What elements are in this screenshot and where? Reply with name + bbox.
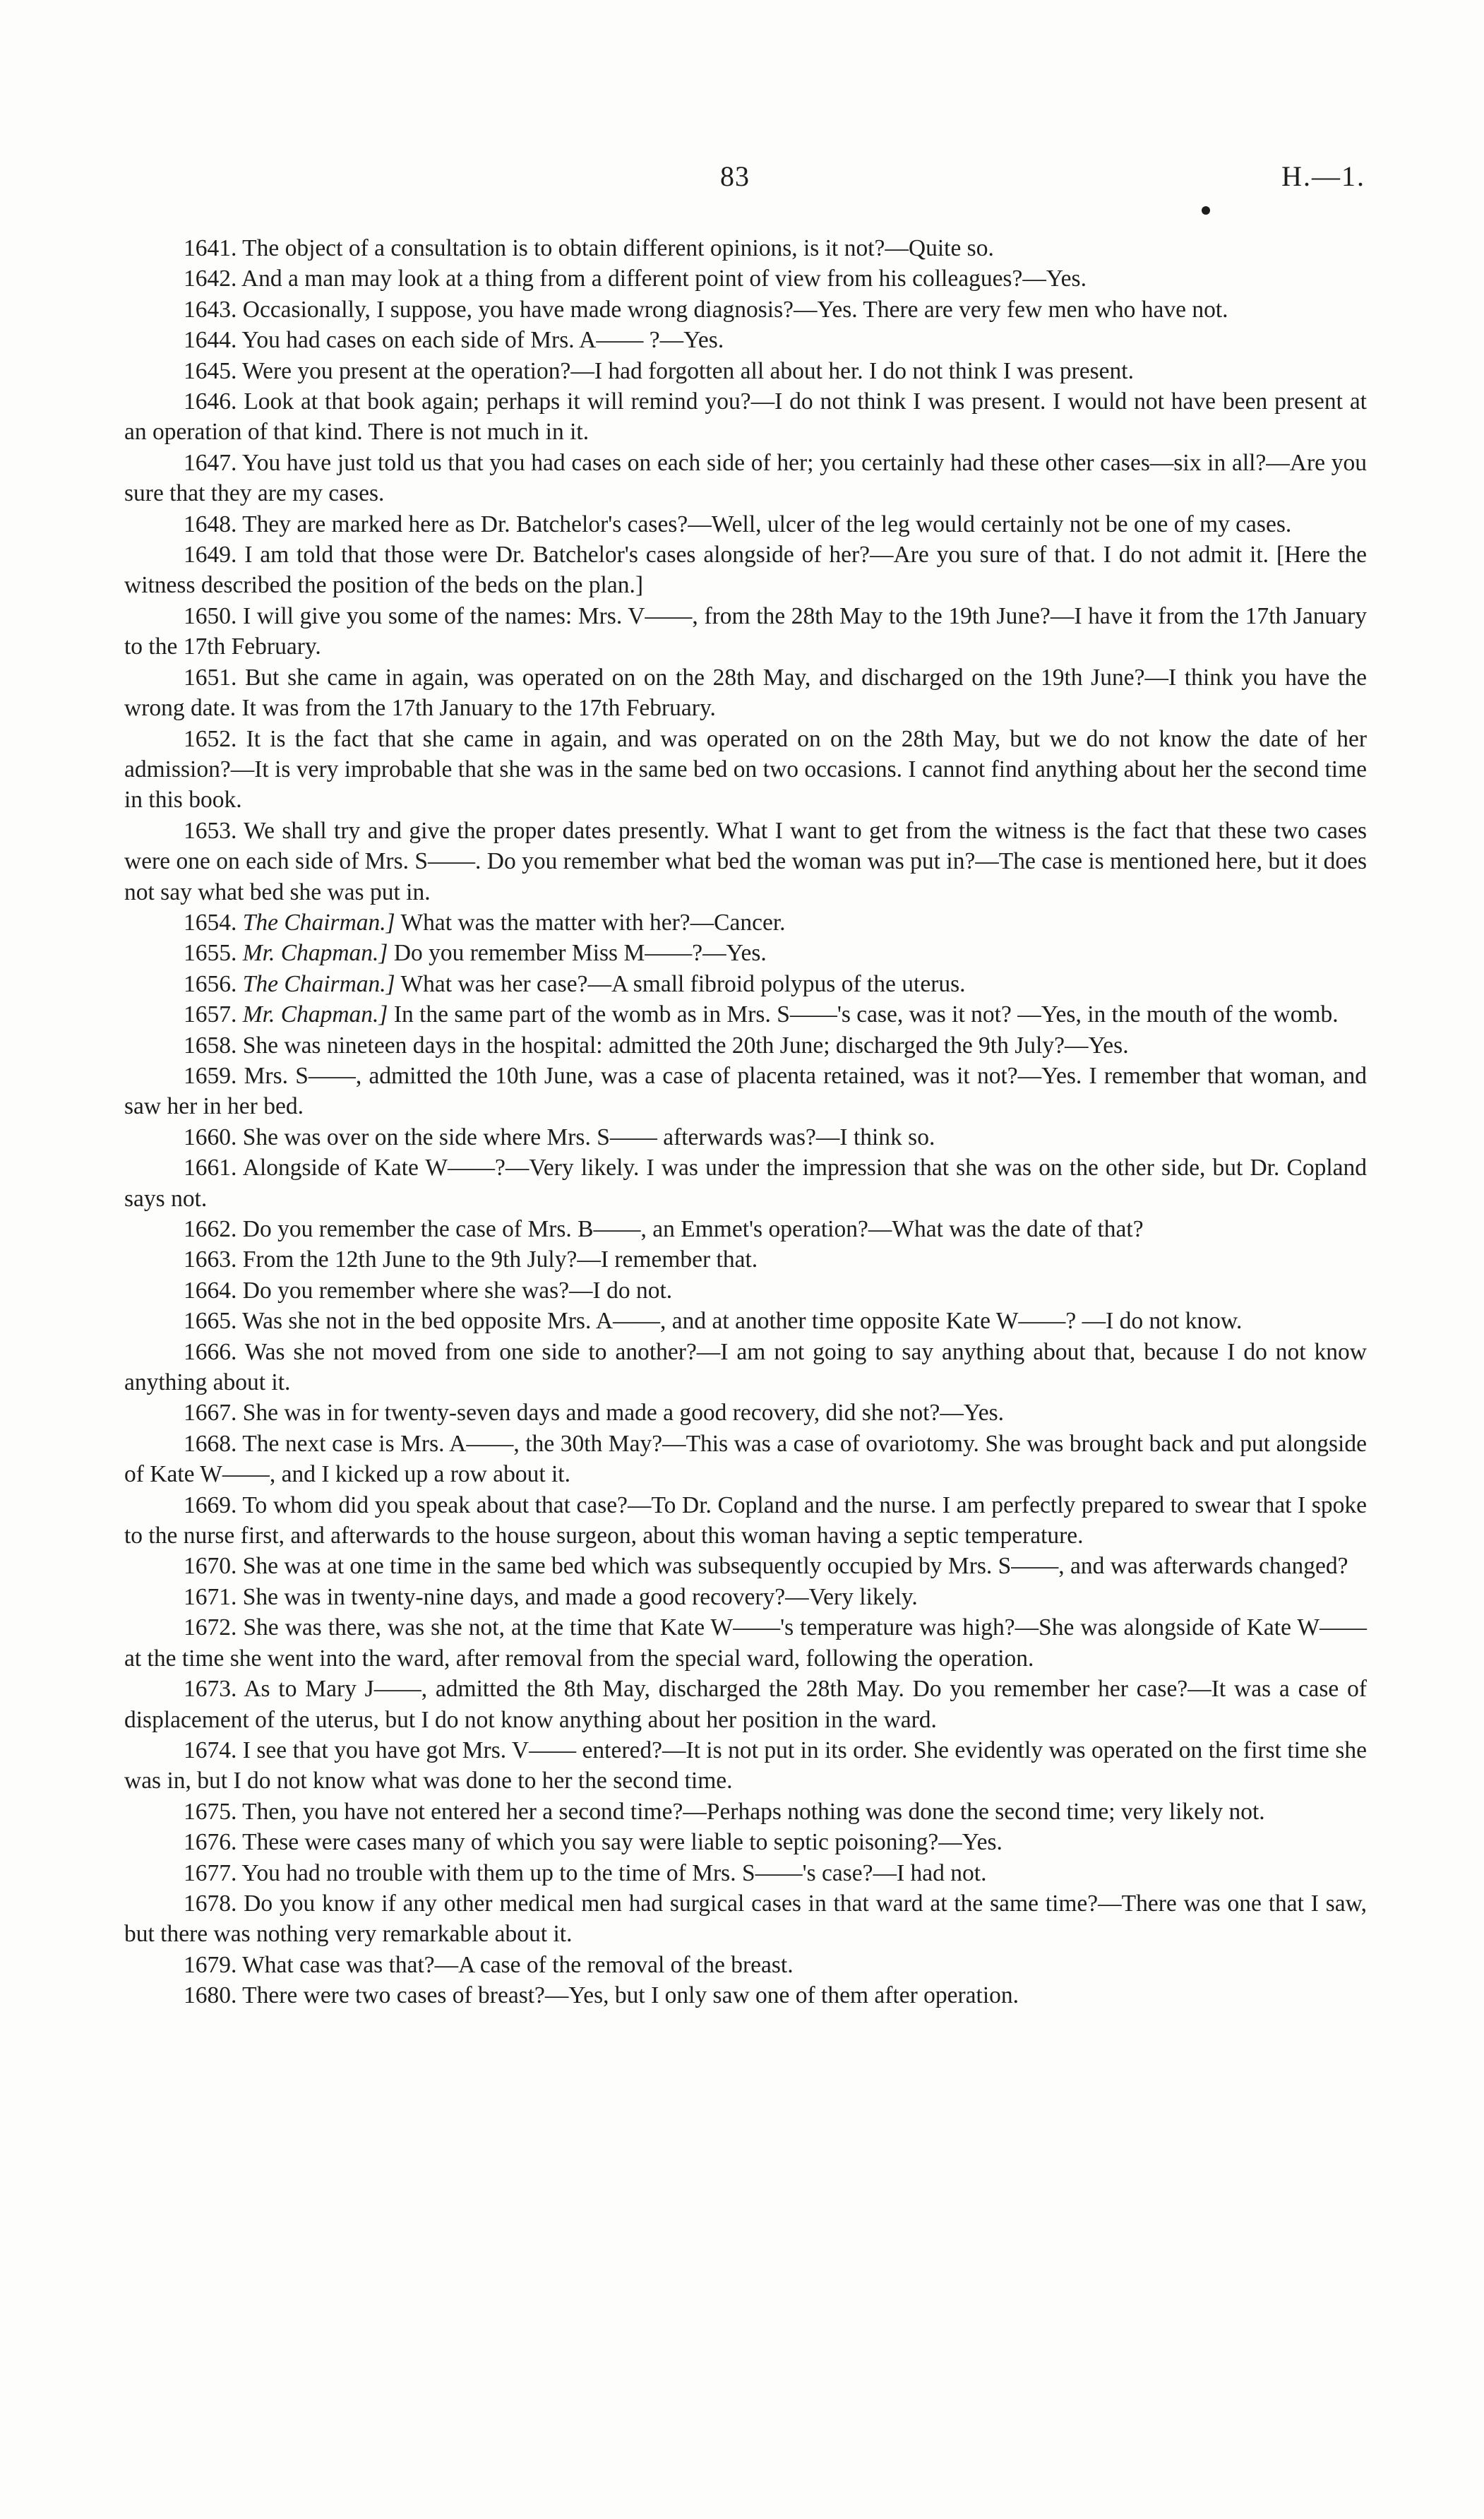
question-number: 1654. — [184, 909, 237, 936]
testimony-paragraph — [124, 233, 1367, 263]
page-header — [0, 160, 1484, 202]
testimony-paragraph — [124, 1888, 1367, 1950]
question-number: 1662. — [184, 1216, 237, 1242]
paragraph-text: Occasionally, I suppose, you have made wrong diagnosis?—Yes. There are very few men who have not. — [242, 296, 1228, 323]
testimony-paragraph — [124, 1858, 1367, 1888]
testimony-paragraph — [124, 1797, 1367, 1827]
testimony-paragraph — [124, 969, 1367, 999]
testimony-paragraph — [124, 724, 1367, 816]
paragraph-text: The next case is Mrs. A——, the 30th May?—This was a case of ovariotomy. She was brought back and put alongside of Kate W——, and I kicked up a row about it. — [124, 1430, 1367, 1488]
question-number: 1650. — [184, 602, 237, 629]
speaker-label: Mr. Chapman.] — [242, 940, 388, 967]
paragraph-text: Were you present at the operation?—I had forgotten all about her. I do not think I was present. — [242, 357, 1134, 384]
paragraph-text: We shall try and give the proper dates presently. What I want to get from the witness is the fact that these two cases were one on each side of Mrs. S——. Do you remember what bed the woman was put in?—The case is mentioned here, but it does not say what bed she was put in. — [124, 817, 1367, 905]
testimony-body — [124, 233, 1367, 2011]
testimony-paragraph — [124, 938, 1367, 968]
paragraph-text: She was at one time in the same bed which was subsequently occupied by Mrs. S——, and was afterwards changed? — [242, 1553, 1348, 1580]
paragraph-text: It is the fact that she came in again, and was operated on on the 28th May, but we do not know the date of her admission?—It is very improbable that she was in the same bed on two occasions. I cannot find anything about her the second time in this book. — [124, 725, 1367, 814]
paragraph-text: Do you remember where she was?—I do not. — [242, 1277, 673, 1304]
question-number: 1661. — [184, 1155, 237, 1181]
paragraph-text: I am told that those were Dr. Batchelor's cases alongside of her?—Are you sure of that. I do not admit it. [Here the witness described the position of the beds on the plan.] — [124, 542, 1367, 599]
question-number: 1668. — [184, 1430, 237, 1457]
paragraph-text: I see that you have got Mrs. V—— entered?—It is not put in its order. She evidently was operated on the first time she was in, but I do not know what was done to her the second time. — [124, 1737, 1368, 1794]
testimony-paragraph — [124, 540, 1367, 601]
paragraph-text: Do you remember the case of Mrs. B——, an Emmet's operation?—What was the date of that? — [242, 1216, 1144, 1242]
testimony-paragraph — [124, 1674, 1367, 1735]
testimony-paragraph — [124, 294, 1367, 325]
question-number: 1670. — [184, 1553, 237, 1580]
testimony-paragraph — [124, 1275, 1367, 1306]
paragraph-text: Alongside of Kate W——?—Very likely. I was under the impression that she was on the other side, but Dr. Copland says not. — [124, 1155, 1368, 1212]
question-number: 1665. — [184, 1308, 237, 1335]
testimony-paragraph — [124, 999, 1367, 1030]
question-number: 1666. — [184, 1338, 237, 1365]
question-number: 1652. — [184, 725, 237, 752]
testimony-paragraph — [124, 1244, 1367, 1275]
paragraph-text: In the same part of the womb as in Mrs. S——'s case, was it not? —Yes, in the mouth of the womb. — [393, 1001, 1339, 1028]
paragraph-text: Was she not moved from one side to another?—I am not going to say anything about that, because I do not know anything about it. — [124, 1338, 1367, 1396]
paragraph-text: What was her case?—A small fibroid polypus of the uterus. — [400, 970, 966, 997]
testimony-paragraph — [124, 1061, 1367, 1122]
testimony-paragraph — [124, 263, 1367, 294]
paragraph-text: And a man may look at a thing from a different point of view from his colleagues?—Yes. — [241, 266, 1087, 292]
page-number: 83 — [720, 160, 750, 192]
question-number: 1663. — [184, 1246, 237, 1273]
paragraph-text: What case was that?—A case of the removal of the breast. — [242, 1951, 794, 1978]
paragraph-text: You have just told us that you had cases on each side of her; you certainly had these other cases—six in all?—Are you sure that they are my cases. — [124, 449, 1367, 507]
question-number: 1676. — [184, 1829, 237, 1856]
testimony-paragraph — [124, 601, 1367, 662]
paragraph-text: They are marked here as Dr. Batchelor's cases?—Well, ulcer of the leg would certainly not be one of my cases. — [242, 511, 1292, 537]
question-number: 1672. — [184, 1614, 237, 1641]
testimony-paragraph — [124, 1398, 1367, 1428]
question-number: 1669. — [184, 1491, 237, 1518]
paragraph-text: Do you remember Miss M——?—Yes. — [393, 940, 767, 967]
question-number: 1649. — [184, 542, 237, 568]
ink-dot-mark — [1202, 206, 1210, 215]
testimony-paragraph — [124, 1950, 1367, 1980]
testimony-paragraph — [124, 1153, 1367, 1214]
question-number: 1671. — [184, 1583, 237, 1610]
paragraph-text: From the 12th June to the 9th July?—I remember that. — [242, 1246, 758, 1273]
paragraph-text: You had no trouble with them up to the time of Mrs. S——'s case?—I had not. — [241, 1859, 987, 1886]
question-number: 1644. — [184, 327, 237, 354]
question-number: 1677. — [184, 1859, 237, 1886]
question-number: 1641. — [184, 235, 237, 261]
question-number: 1653. — [184, 817, 237, 844]
speaker-label: The Chairman.] — [242, 909, 395, 936]
testimony-paragraph — [124, 1612, 1367, 1674]
paragraph-text: You had cases on each side of Mrs. A—— ?—Yes. — [241, 327, 724, 354]
testimony-paragraph — [124, 1551, 1367, 1581]
paragraph-text: She was in for twenty-seven days and made a good recovery, did she not?—Yes. — [242, 1400, 1005, 1427]
testimony-paragraph — [124, 1490, 1367, 1552]
paragraph-text: Mrs. S——, admitted the 10th June, was a case of placenta retained, was it not?—Yes. I remember that woman, and saw her in her bed. — [124, 1062, 1368, 1120]
testimony-paragraph — [124, 1582, 1367, 1612]
testimony-paragraph — [124, 662, 1367, 724]
question-number: 1643. — [184, 296, 237, 323]
question-number: 1679. — [184, 1951, 237, 1978]
paragraph-text: Then, you have not entered her a second time?—Perhaps nothing was done the second time; very likely not. — [242, 1798, 1265, 1825]
question-number: 1657. — [184, 1001, 237, 1028]
paragraph-text: Was she not in the bed opposite Mrs. A——, and at another time opposite Kate W——? —I do not know. — [242, 1308, 1243, 1335]
paragraph-text: Look at that book again; perhaps it will remind you?—I do not think I was present. I would not have been present at an operation of that kind. There is not much in it. — [124, 388, 1367, 446]
testimony-paragraph — [124, 509, 1367, 540]
question-number: 1664. — [184, 1277, 237, 1304]
paragraph-text: What was the matter with her?—Cancer. — [400, 909, 786, 936]
testimony-paragraph — [124, 1429, 1367, 1490]
question-number: 1675. — [184, 1798, 237, 1825]
testimony-paragraph — [124, 1735, 1367, 1797]
testimony-paragraph — [124, 386, 1367, 448]
question-number: 1656. — [184, 970, 237, 997]
testimony-paragraph — [124, 356, 1367, 386]
paragraph-text: The object of a consultation is to obtain different opinions, is it not?—Quite so. — [242, 235, 994, 261]
testimony-paragraph — [124, 1030, 1367, 1061]
question-number: 1645. — [184, 357, 237, 384]
paragraph-text: She was there, was she not, at the time that Kate W——'s temperature was high?—She was alongside of Kate W—— at the time she went into the ward, after removal from the special ward, following the operation. — [124, 1614, 1367, 1672]
question-number: 1655. — [184, 940, 237, 967]
testimony-paragraph — [124, 1980, 1367, 2011]
question-number: 1651. — [184, 664, 237, 691]
speaker-label: The Chairman.] — [242, 970, 395, 997]
testimony-paragraph — [124, 1122, 1367, 1153]
question-number: 1648. — [184, 511, 237, 537]
question-number: 1658. — [184, 1032, 237, 1059]
paragraph-text: Do you know if any other medical men had surgical cases in that ward at the same time?—There was one that I saw, but there was nothing very remarkable about it. — [124, 1890, 1368, 1948]
testimony-paragraph — [124, 907, 1367, 938]
testimony-paragraph — [124, 1827, 1367, 1857]
paragraph-text: To whom did you speak about that case?—To Dr. Copland and the nurse. I am perfectly prepared to swear that I spoke to the nurse first, and afterwards to the house surgeon, about this woman having a septic temperature. — [124, 1491, 1367, 1549]
question-number: 1646. — [184, 388, 237, 415]
paragraph-text: She was in twenty-nine days, and made a good recovery?—Very likely. — [242, 1583, 918, 1610]
paragraph-text: But she came in again, was operated on on the 28th May, and discharged on the 19th June?—I think you have the wrong date. It was from the 17th January to the 17th February. — [124, 664, 1367, 722]
question-number: 1674. — [184, 1737, 237, 1763]
question-number: 1647. — [184, 449, 237, 476]
paragraph-text: She was nineteen days in the hospital: admitted the 20th June; discharged the 9th July?—Yes. — [242, 1032, 1129, 1059]
question-number: 1678. — [184, 1890, 237, 1917]
testimony-paragraph — [124, 1337, 1367, 1398]
testimony-paragraph — [124, 816, 1367, 907]
question-number: 1680. — [184, 1982, 237, 2009]
question-number: 1667. — [184, 1400, 237, 1427]
paragraph-text: I will give you some of the names: Mrs. V——, from the 28th May to the 19th June?—I have it from the 17th January to the 17th February. — [124, 602, 1367, 660]
testimony-paragraph — [124, 325, 1367, 355]
paragraph-text: These were cases many of which you say were liable to septic poisoning?—Yes. — [242, 1829, 1003, 1856]
testimony-paragraph — [124, 448, 1367, 509]
testimony-paragraph — [124, 1214, 1367, 1244]
paragraph-text: There were two cases of breast?—Yes, but I only saw one of them after operation. — [242, 1982, 1019, 2009]
paragraph-text: She was over on the side where Mrs. S—— afterwards was?—I think so. — [242, 1124, 935, 1150]
paragraph-text: As to Mary J——, admitted the 8th May, discharged the 28th May. Do you remember her case?—It was a case of displacement of the uterus, but I do not know anything about her position in the ward. — [124, 1676, 1367, 1733]
question-number: 1659. — [184, 1062, 237, 1089]
document-reference: H.—1. — [1281, 160, 1365, 192]
testimony-paragraph — [124, 1306, 1367, 1336]
question-number: 1642. — [184, 266, 237, 292]
question-number: 1673. — [184, 1676, 237, 1703]
speaker-label: Mr. Chapman.] — [242, 1001, 388, 1028]
question-number: 1660. — [184, 1124, 237, 1150]
